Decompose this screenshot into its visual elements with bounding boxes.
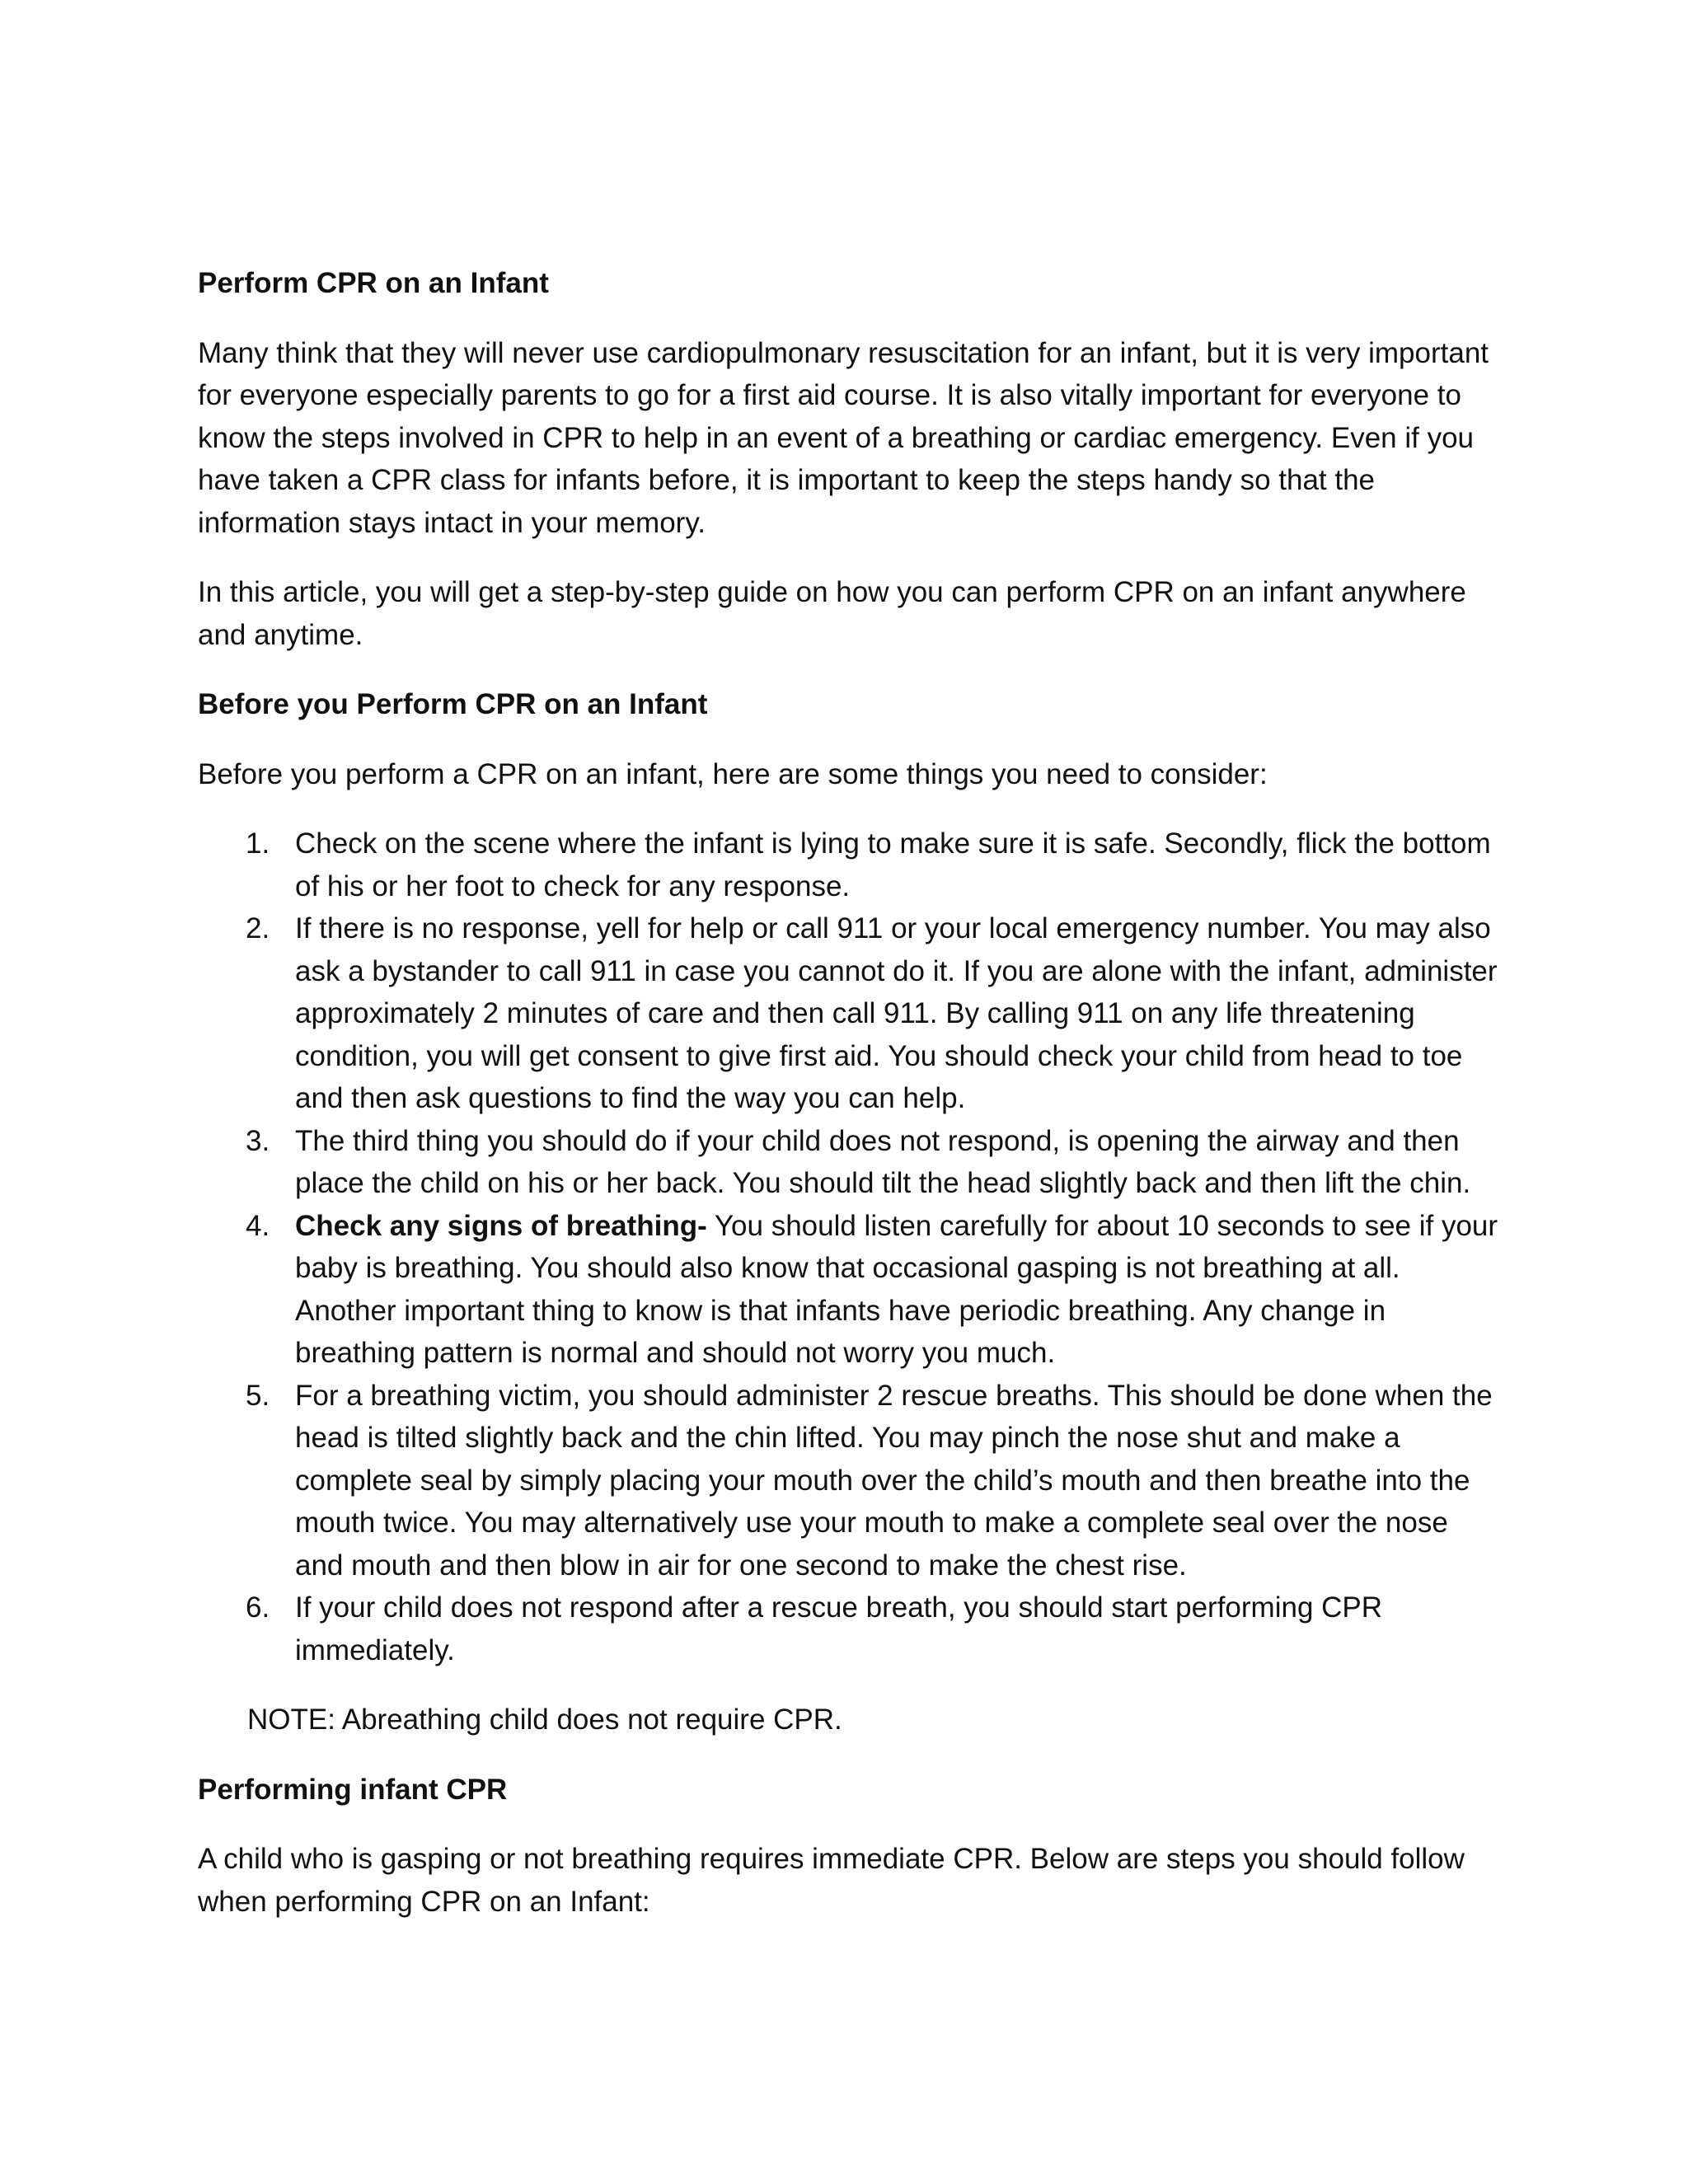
list-item <box>198 1120 1500 1205</box>
intro-paragraph: Many think that they will never use cardiopulmonary resuscitation for an infant, but it is very important for everyone especially parents to go for a first aid course. It is also vitally important for everyone to know the steps involved in CPR to help in an event of a breathing or cardiac emergency. Even if you have taken a CPR class for infants before, it is important to keep the steps handy so that the information stays intact in your memory. <box>198 336 1489 539</box>
step-text: If there is no response, yell for help or call 911 or your local emergency number. You may also ask a bystander to call 911 in case you cannot do it. If you are alone with the infant, administer approximately 2 minutes of care and then call 911. By calling 911 on any life threatening condition, you will get consent to give first aid. You should check your child from head to toe and then ask questions to find the way you can help. <box>295 912 1498 1114</box>
list-item <box>198 1205 1500 1375</box>
list-item <box>198 907 1500 1120</box>
list-item <box>198 1586 1500 1671</box>
step-lead: Check any signs of breathing- <box>295 1209 707 1242</box>
note-text: NOTE: Abreathing child does not require CPR. <box>247 1704 842 1736</box>
step-number: 1. <box>246 827 270 860</box>
step-number: 4. <box>246 1209 270 1242</box>
step-text: If your child does not respond after a rescue breath, you should start performing CPR immediately. <box>295 1591 1383 1666</box>
steps-list <box>198 823 1500 1671</box>
step-text: The third thing you should do if your child does not respond, is opening the airway and then place the child on his or her back. You should tilt the head slightly back and then lift the chin. <box>295 1124 1471 1199</box>
step-text: You should listen carefully for about 10 seconds to see if your baby is breathing. You should also know that occasional gasping is not breathing at all. Another important thing to know is that infants have periodic breathing. Any change in breathing pattern is normal and should not worry you much. <box>295 1209 1498 1369</box>
step-number: 5. <box>246 1379 270 1412</box>
step-number: 2. <box>246 912 270 944</box>
section-intro-before: Before you perform a CPR on an infant, here are some things you need to consider: <box>198 757 1268 790</box>
step-text: Check on the scene where the infant is lying to make sure it is safe. Secondly, flick the bottom of his or her foot to check for any response. <box>295 827 1491 902</box>
section-heading-performing: Performing infant CPR <box>198 1773 508 1806</box>
document-page <box>198 262 1500 1950</box>
step-text: For a breathing victim, you should administer 2 rescue breaths. This should be done when the head is tilted slightly back and the chin lifted. You may pinch the nose shut and make a complete seal by simply placing your mouth over the child’s mouth and then breathe into the mouth twice. You may alternatively use your mouth to make a complete seal over the nose and mouth and then blow in air for one second to make the chest rise. <box>295 1379 1493 1582</box>
list-item <box>198 1375 1500 1587</box>
section-intro-performing: A child who is gasping or not breathing requires immediate CPR. Below are steps you should follow when performing CPR on an Infant: <box>198 1843 1465 1918</box>
intro-paragraph: In this article, you will get a step-by-step guide on how you can perform CPR on an infant anywhere and anytime. <box>198 576 1466 651</box>
page-title: Perform CPR on an Infant <box>198 267 549 299</box>
section-heading-before: Before you Perform CPR on an Infant <box>198 688 708 720</box>
list-item <box>198 823 1500 907</box>
step-number: 3. <box>246 1124 270 1157</box>
step-number: 6. <box>246 1591 270 1624</box>
